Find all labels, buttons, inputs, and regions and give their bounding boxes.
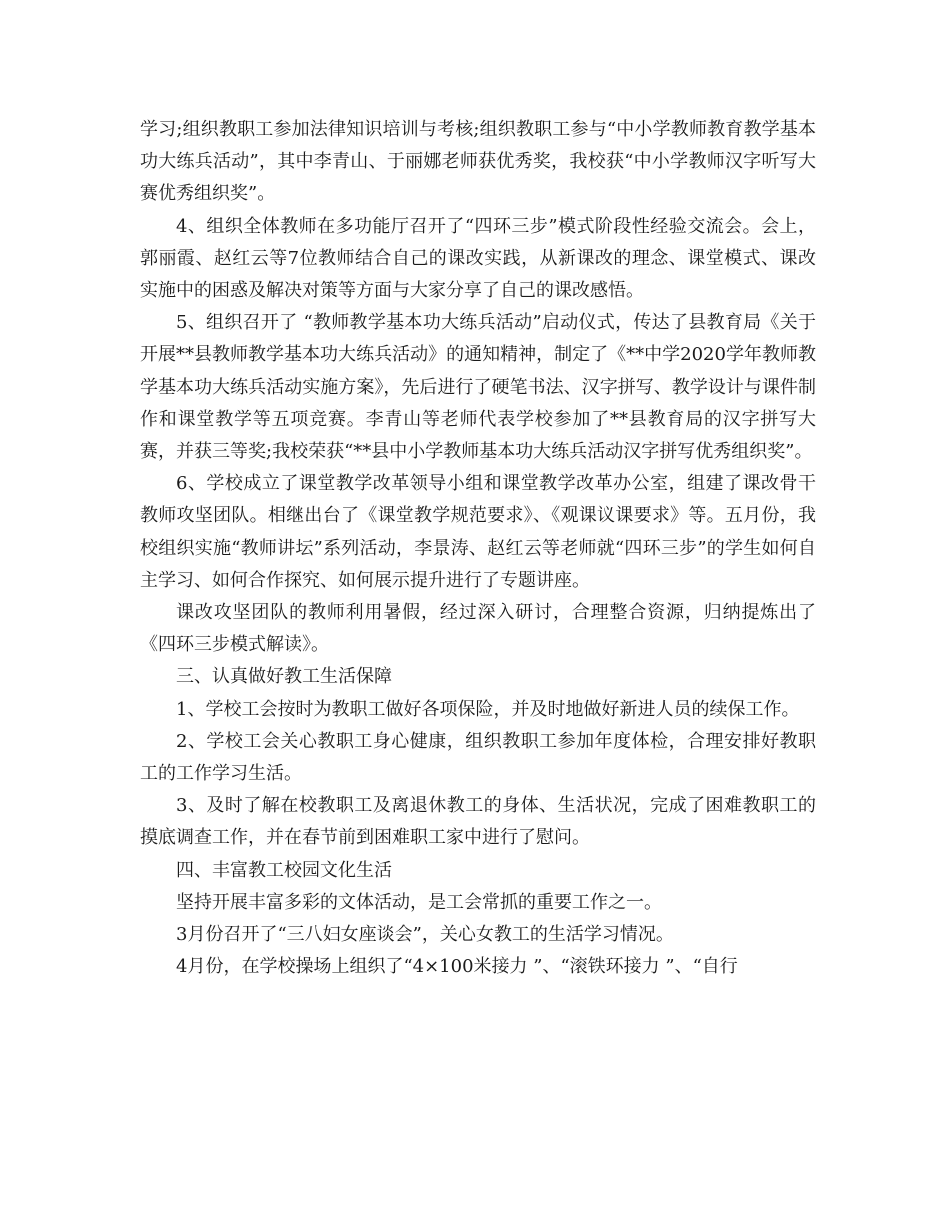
paragraph-8: 3、及时了解在校教职工及离退休教工的身体、生活状况，完成了困难教职工的摸底调查工作，并在春节前到困难职工家中进行了慰问。 [140, 795, 816, 849]
section-heading-3: 三、认真做好教工生活保障 [176, 666, 392, 688]
paragraph-10: 3月份召开了“三八妇女座谈会”，关心女教工的生活学习情况。 [176, 924, 674, 946]
paragraph-3: 5、组织召开了 “教师教学基本功大练兵活动”启动仪式，传达了县教育局《关于开展**县教师教学基本功大练兵活动》的通知精神，制定了《**中学2020学年教师教学基本功大练兵活动实施方案》，先后进行了硬笔书法、汉字拼写、教学设计与课件制作和课堂教学等五项竞赛。李青山等老师代表学校参加了**县教育局的汉字拼写大赛，并获三等奖;我校荣获“**县中小学教师基本功大练兵活动汉字拼写优秀组织奖”。 [140, 312, 816, 463]
paragraph-1: 学习;组织教职工参加法律知识培训与考核;组织教职工参与“中小学教师教育教学基本功大练兵活动”，其中李青山、于丽娜老师获优秀奖，我校获“中小学教师汉字听写大赛优秀组织奖”。 [140, 119, 816, 205]
paragraph-2: 4、组织全体教师在多功能厅召开了“四环三步”模式阶段性经验交流会。会上，郭丽霞、赵红云等7位教师结合自己的课改实践，从新课改的理念、课堂模式、课改实施中的困惑及解决对策等方面与大家分享了自己的课改感悟。 [140, 215, 816, 302]
document-body [140, 114, 816, 983]
paragraph-4: 6、学校成立了课堂教学改革领导小组和课堂教学改革办公室，组建了课改骨干教师攻坚团队。相继出台了《课堂教学规范要求》、《观课议课要求》等。五月份，我校组织实施“教师讲坛”系列活动，李景涛、赵红云等老师就“四环三步”的学生如何自主学习、如何合作探究、如何展示提升进行了专题讲座。 [140, 473, 816, 591]
paragraph-9: 坚持开展丰富多彩的文体活动，是工会常抓的重要工作之一。 [176, 891, 662, 913]
paragraph-7: 2、学校工会关心教职工身心健康，组织教职工参加年度体检，合理安排好教职工的工作学习生活。 [140, 730, 816, 785]
paragraph-5: 课改攻坚团队的教师利用暑假，经过深入研讨，合理整合资源，归纳提炼出了《四环三步模式解读》。 [140, 602, 816, 656]
section-heading-4: 四、丰富教工校园文化生活 [176, 859, 392, 881]
paragraph-11: 4月份，在学校操场上组织了“4×100米接力 ”、“滚铁环接力 ”、“自行 [176, 956, 738, 978]
paragraph-6: 1、学校工会按时为教职工做好各项保险，并及时地做好新进人员的续保工作。 [176, 698, 800, 720]
